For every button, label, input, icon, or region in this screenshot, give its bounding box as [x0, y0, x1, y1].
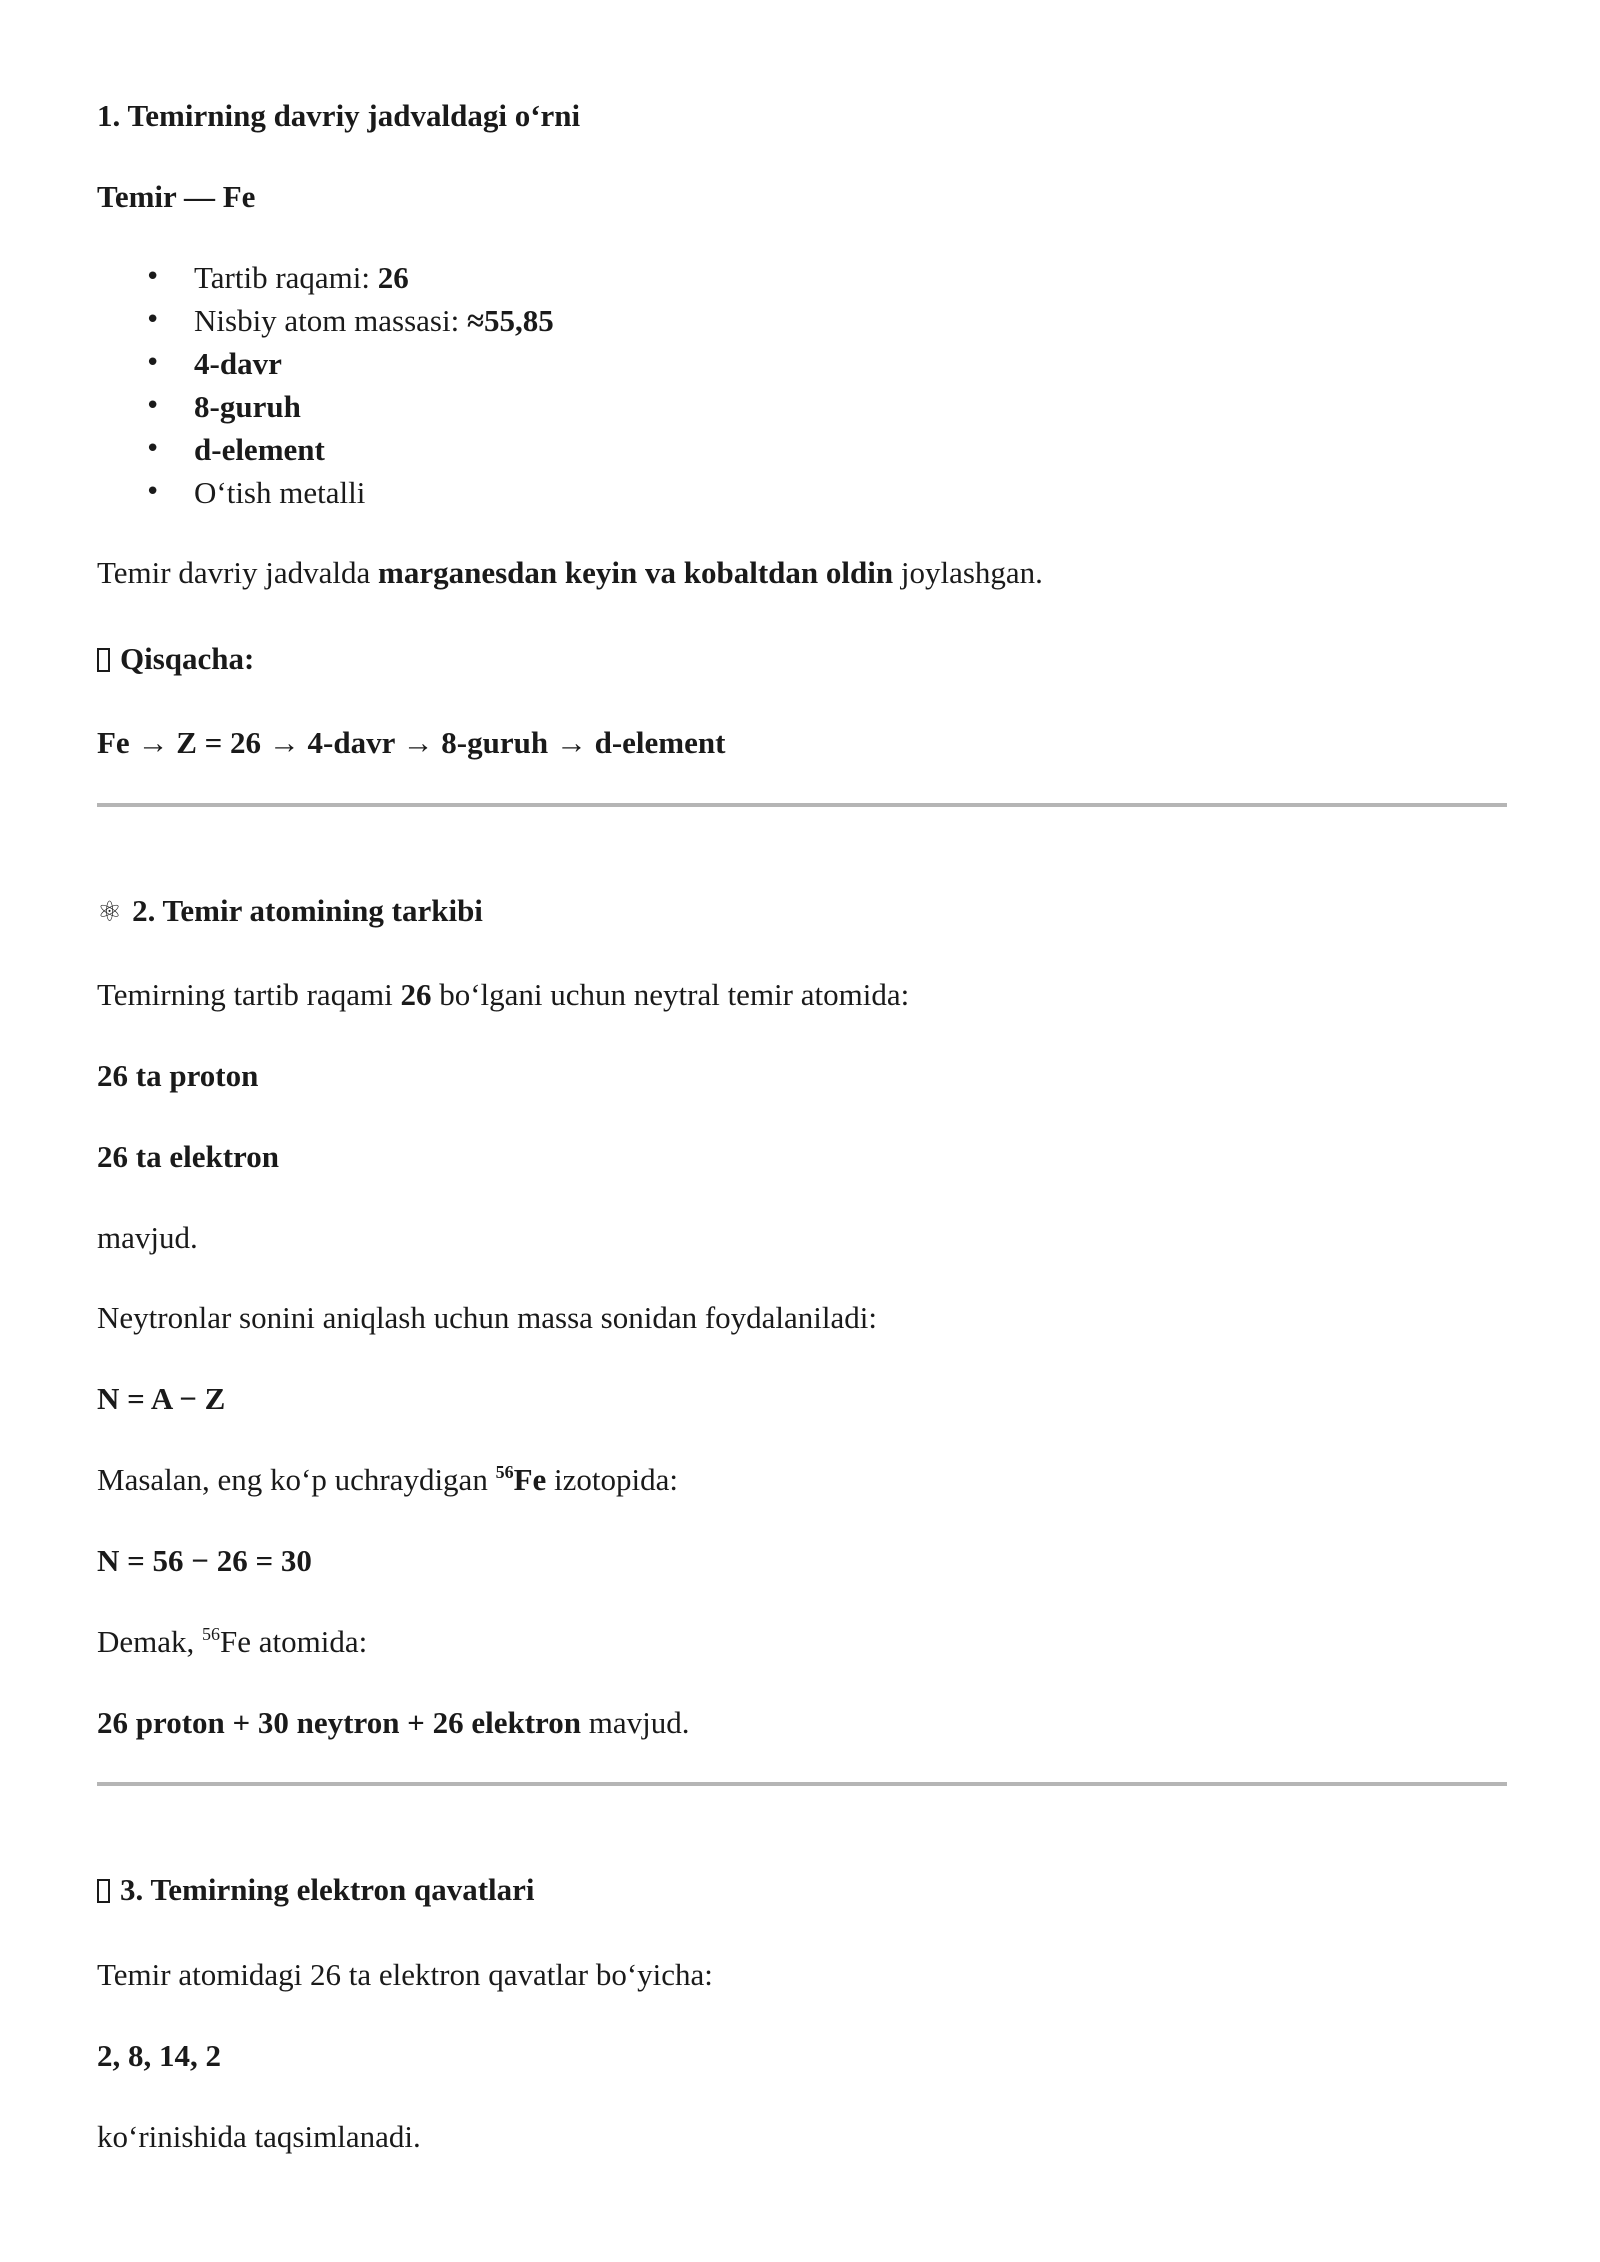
composition-result: 26 proton + 30 neytron + 26 elektron mavjud.: [97, 1705, 690, 1740]
bullet-icon: •: [145, 434, 161, 464]
summary-label: Qisqacha:: [97, 639, 254, 679]
neutron-intro: Neytronlar sonini aniqlash uchun massa sonidan foydalaniladi:: [97, 1300, 877, 1335]
list-item: • d-element: [97, 428, 554, 471]
composition-intro: Temirning tartib raqami 26 bo‘lgani uchun neytral temir atomida:: [97, 977, 910, 1012]
bullet-icon: •: [145, 262, 161, 292]
list-item: • Nisbiy atom massasi: ≈55,85: [97, 299, 554, 342]
electron-shell-intro: Temir atomidagi 26 ta elektron qavatlar bo‘yicha:: [97, 1957, 713, 1992]
list-item: • Tartib raqami: 26: [97, 256, 554, 299]
missing-glyph-box-icon: [97, 1879, 110, 1903]
properties-list: [97, 256, 554, 514]
summary-chain: Fe → Z = 26 → 4-davr → 8-guruh → d-element: [97, 725, 726, 760]
atom-icon: ⚛: [97, 895, 123, 928]
section-1-heading: 1. Temirning davriy jadvaldagi o‘rni: [97, 98, 581, 133]
list-item: • O‘tish metalli: [97, 471, 554, 514]
section-divider: [97, 803, 1507, 807]
bullet-icon: •: [145, 305, 161, 335]
bullet-icon: •: [145, 477, 161, 507]
element-title: Temir — Fe: [97, 179, 256, 214]
exists-text: mavjud.: [97, 1220, 198, 1255]
list-item: • 8-guruh: [97, 385, 554, 428]
bullet-icon: •: [145, 348, 161, 378]
section-2-heading: ⚛ 2. Temir atomining tarkibi: [97, 891, 483, 931]
section-divider: [97, 1782, 1507, 1786]
position-paragraph: Temir davriy jadvalda marganesdan keyin va kobaltdan oldin joylashgan.: [97, 555, 1043, 590]
properties-list-container: [97, 256, 554, 514]
list-item: • 4-davr: [97, 342, 554, 385]
electron-shell-outro: ko‘rinishida taqsimlanadi.: [97, 2119, 421, 2154]
section-3-heading: 3. Temirning elektron qavatlari: [97, 1870, 535, 1910]
demak-text: Demak, $^{56}$Fe atomida:: [97, 1624, 368, 1659]
neutron-calculation: N = 56 − 26 = 30: [97, 1543, 312, 1578]
protons-count: 26 ta proton: [97, 1058, 259, 1093]
electrons-count: 26 ta elektron: [97, 1139, 279, 1174]
missing-glyph-box-icon: [97, 648, 110, 672]
electron-distribution: 2, 8, 14, 2: [97, 2038, 221, 2073]
isotope-example: Masalan, eng ko‘p uchraydigan $^{56}$Fe izotopida:: [97, 1462, 679, 1497]
bullet-icon: •: [145, 391, 161, 421]
neutron-formula: N = A − Z: [97, 1381, 226, 1416]
